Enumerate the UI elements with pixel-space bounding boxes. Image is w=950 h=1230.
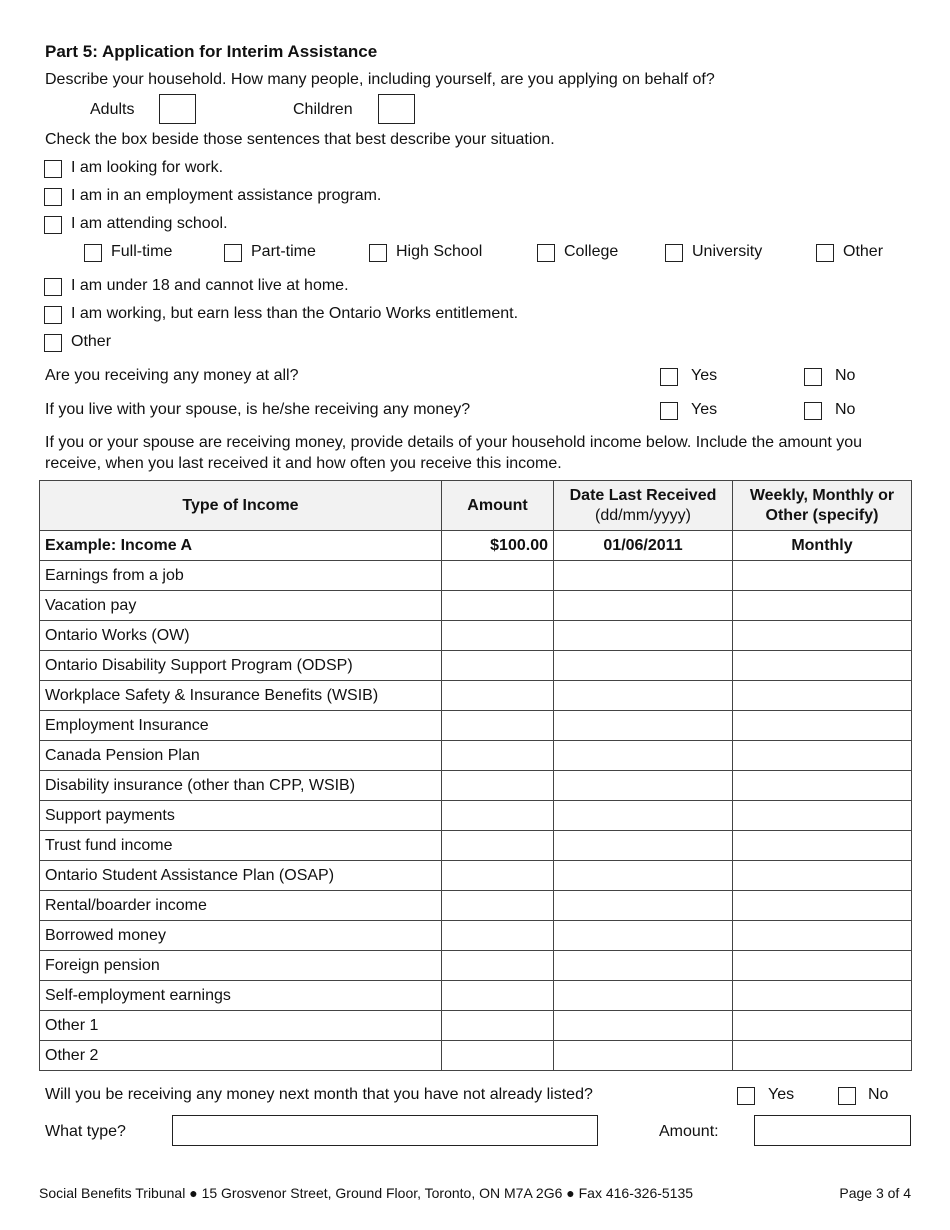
header-frequency-line1: Weekly, Monthly or [749,486,895,504]
footer-fax: Fax 416-326-5135 [578,1185,694,1201]
income-amount-cell[interactable] [442,1041,554,1071]
income-amount-cell[interactable] [442,831,554,861]
header-date-title: Date Last Received [569,486,717,504]
income-date-cell[interactable] [554,681,733,711]
income-type-cell: Ontario Student Assistance Plan (OSAP) [40,861,442,891]
income-date-cell[interactable] [554,861,733,891]
example-date: 01/06/2011 [554,531,733,561]
school-other-checkbox[interactable] [816,244,834,262]
income-amount-cell[interactable] [442,741,554,771]
working-less-checkbox[interactable] [44,306,62,324]
attending-school-checkbox[interactable] [44,216,62,234]
income-date-cell[interactable] [554,891,733,921]
header-frequency [733,481,912,531]
income-frequency-cell[interactable] [733,711,912,741]
income-type-cell: Canada Pension Plan [40,741,442,771]
spouse-money-no-checkbox[interactable] [804,402,822,420]
spouse-money-yes-label: Yes [691,401,718,418]
income-date-cell[interactable] [554,561,733,591]
part-time-checkbox[interactable] [224,244,242,262]
high-school-label: High School [396,243,483,260]
header-type: Type of Income [40,481,442,531]
income-frequency-cell[interactable] [733,801,912,831]
income-amount-cell[interactable] [442,861,554,891]
employment-program-checkbox[interactable] [44,188,62,206]
looking-for-work-label: I am looking for work. [71,159,224,176]
income-amount-cell[interactable] [442,921,554,951]
income-row [40,831,912,861]
income-row [40,1011,912,1041]
income-frequency-cell[interactable] [733,951,912,981]
income-frequency-cell[interactable] [733,651,912,681]
income-type-cell: Rental/boarder income [40,891,442,921]
spouse-money-question: If you live with your spouse, is he/she receiving any money? [45,401,471,418]
bullet-icon: ● [566,1185,575,1201]
college-label: College [564,243,619,260]
section-title: Part 5: Application for Interim Assistance [45,42,378,61]
high-school-checkbox[interactable] [369,244,387,262]
income-frequency-cell[interactable] [733,681,912,711]
income-frequency-cell[interactable] [733,981,912,1011]
children-input[interactable] [378,94,415,124]
situation-other-label: Other [71,333,112,350]
looking-for-work-checkbox[interactable] [44,160,62,178]
receiving-money-yes-checkbox[interactable] [660,368,678,386]
situation-instruction: Check the box beside those sentences that best describe your situation. [45,131,555,148]
income-frequency-cell[interactable] [733,621,912,651]
income-date-cell[interactable] [554,951,733,981]
attending-school-label: I am attending school. [71,215,228,232]
income-amount-cell[interactable] [442,801,554,831]
income-amount-cell[interactable] [442,561,554,591]
income-type-cell: Ontario Works (OW) [40,621,442,651]
income-amount-cell[interactable] [442,951,554,981]
income-frequency-cell[interactable] [733,1041,912,1071]
income-frequency-cell[interactable] [733,561,912,591]
income-frequency-cell[interactable] [733,921,912,951]
income-date-cell[interactable] [554,801,733,831]
next-month-yes-checkbox[interactable] [737,1087,755,1105]
income-amount-cell[interactable] [442,681,554,711]
income-frequency-cell[interactable] [733,891,912,921]
income-type-cell: Earnings from a job [40,561,442,591]
income-row [40,861,912,891]
income-type-cell: Vacation pay [40,591,442,621]
income-row [40,711,912,741]
income-type-cell: Foreign pension [40,951,442,981]
full-time-checkbox[interactable] [84,244,102,262]
income-type-cell: Employment Insurance [40,711,442,741]
receiving-money-no-checkbox[interactable] [804,368,822,386]
example-row [40,531,912,561]
income-date-cell[interactable] [554,1011,733,1041]
income-type-cell: Borrowed money [40,921,442,951]
income-date-cell[interactable] [554,771,733,801]
income-date-cell[interactable] [554,981,733,1011]
children-label: Children [293,101,353,118]
part-time-label: Part-time [251,243,316,260]
income-instruction: If you or your spouse are receiving money, provide details of your household income below. Include the amount you receive, when you last received it and how often you receive this income. [45,434,863,472]
example-type: Example: Income A [40,531,442,561]
footer-street: 15 Grosvenor Street, Ground Floor, Toronto, ON M7A 2G6 [201,1185,563,1201]
income-row [40,621,912,651]
income-row [40,1041,912,1071]
income-amount-cell[interactable] [442,891,554,921]
receiving-money-yes-label: Yes [691,367,718,384]
employment-program-label: I am in an employment assistance program. [71,187,382,204]
next-month-no-label: No [868,1086,889,1103]
university-checkbox[interactable] [665,244,683,262]
spouse-money-no-label: No [835,401,856,418]
income-amount-cell[interactable] [442,651,554,681]
income-frequency-cell[interactable] [733,831,912,861]
income-table [39,480,912,1071]
footer-address [39,1185,693,1201]
example-frequency: Monthly [733,531,912,561]
income-date-cell[interactable] [554,621,733,651]
income-row [40,801,912,831]
income-amount-cell[interactable] [442,621,554,651]
income-frequency-cell[interactable] [733,861,912,891]
income-type-cell: Disability insurance (other than CPP, WSIB) [40,771,442,801]
page-number: Page 3 of 4 [839,1185,911,1201]
next-month-no-checkbox[interactable] [838,1087,856,1105]
income-date-cell[interactable] [554,711,733,741]
example-amount: $100.00 [442,531,554,561]
household-question: Describe your household. How many people, including yourself, are you applying on behalf of? [45,71,715,88]
income-frequency-cell[interactable] [733,771,912,801]
income-date-cell[interactable] [554,591,733,621]
spouse-money-yes-checkbox[interactable] [660,402,678,420]
adults-input[interactable] [159,94,196,124]
income-row [40,981,912,1011]
income-amount-cell[interactable] [442,771,554,801]
amount-label: Amount: [659,1123,719,1140]
receiving-money-no-label: No [835,367,856,384]
header-amount: Amount [442,481,554,531]
income-frequency-cell[interactable] [733,591,912,621]
school-other-label: Other [843,243,884,260]
university-label: University [692,243,763,260]
income-date-cell[interactable] [554,651,733,681]
income-amount-cell[interactable] [442,591,554,621]
income-date-cell[interactable] [554,921,733,951]
adults-label: Adults [90,101,135,118]
income-type-cell: Ontario Disability Support Program (ODSP) [40,651,442,681]
income-row [40,651,912,681]
income-row [40,591,912,621]
income-type-cell: Other 2 [40,1041,442,1071]
income-frequency-cell[interactable] [733,1011,912,1041]
income-date-cell[interactable] [554,1041,733,1071]
income-date-cell[interactable] [554,831,733,861]
income-row [40,681,912,711]
income-amount-cell[interactable] [442,981,554,1011]
header-date [554,481,733,531]
under-18-label: I am under 18 and cannot live at home. [71,277,349,294]
income-date-cell[interactable] [554,741,733,771]
college-checkbox[interactable] [537,244,555,262]
full-time-label: Full-time [111,243,173,260]
income-type-cell: Self-employment earnings [40,981,442,1011]
what-type-label: What type? [45,1123,126,1140]
income-type-cell: Other 1 [40,1011,442,1041]
amount-input[interactable] [754,1115,911,1146]
under-18-checkbox[interactable] [44,278,62,296]
receiving-money-question: Are you receiving any money at all? [45,367,299,384]
income-type-cell: Trust fund income [40,831,442,861]
next-month-question: Will you be receiving any money next month that you have not already listed? [45,1086,593,1103]
income-row [40,771,912,801]
income-amount-cell[interactable] [442,1011,554,1041]
income-row [40,921,912,951]
next-month-yes-label: Yes [768,1086,795,1103]
income-frequency-cell[interactable] [733,741,912,771]
income-row [40,891,912,921]
working-less-label: I am working, but earn less than the Ontario Works entitlement. [71,305,519,322]
income-type-cell: Support payments [40,801,442,831]
income-row [40,561,912,591]
income-type-cell: Workplace Safety & Insurance Benefits (WSIB) [40,681,442,711]
situation-other-checkbox[interactable] [44,334,62,352]
what-type-input[interactable] [172,1115,598,1146]
income-amount-cell[interactable] [442,711,554,741]
footer-org: Social Benefits Tribunal [39,1185,186,1201]
header-date-format: (dd/mm/yyyy) [595,506,691,524]
income-row [40,741,912,771]
header-frequency-line2: Other (specify) [765,506,879,524]
bullet-icon: ● [189,1185,198,1201]
income-row [40,951,912,981]
